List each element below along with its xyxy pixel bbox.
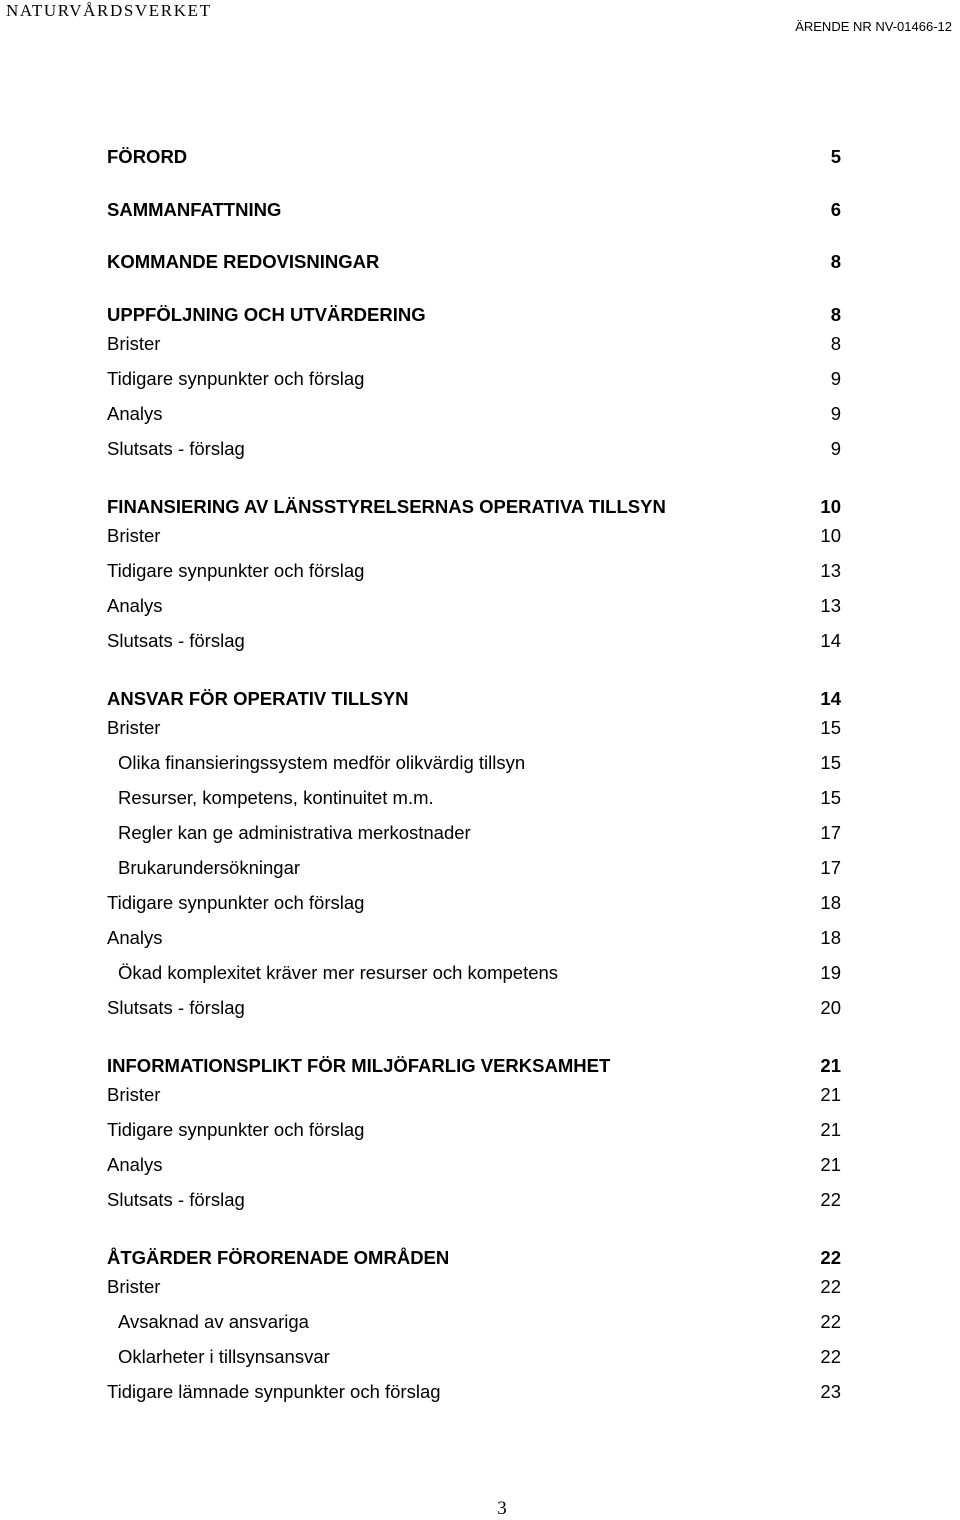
toc-entry-page: 21 — [820, 1055, 841, 1076]
toc-entry-title: Ökad komplexitet kräver mer resurser och kompetens — [118, 962, 559, 983]
toc-entry-title: Regler kan ge administrativa merkostnader — [118, 822, 471, 843]
toc-entry[interactable] — [107, 1381, 841, 1403]
toc-entry[interactable] — [107, 892, 841, 914]
toc-entry-title: Brister — [107, 1084, 161, 1105]
toc-entry-title: Brukarundersökningar — [118, 857, 301, 878]
toc-entry-page: 21 — [820, 1084, 841, 1105]
toc-entry[interactable] — [107, 525, 841, 547]
toc-entry-title: KOMMANDE REDOVISNINGAR — [107, 251, 380, 272]
toc-entry-page: 9 — [830, 403, 841, 424]
toc-entry-title: Tidigare lämnade synpunkter och förslag — [107, 1381, 441, 1402]
toc-entry-page: 13 — [820, 595, 841, 616]
toc-entry-title: Tidigare synpunkter och förslag — [107, 892, 365, 913]
toc-entry-title: Tidigare synpunkter och förslag — [107, 1119, 365, 1140]
toc-entry-title: Slutsats - förslag — [107, 438, 245, 459]
toc-entry[interactable] — [118, 962, 841, 984]
toc-entry-page: 22 — [820, 1311, 841, 1332]
toc-entry-title: Slutsats - förslag — [107, 630, 245, 651]
toc-entry-page: 8 — [830, 304, 841, 325]
toc-entry-title: Olika finansieringssystem medför olikvärdig tillsyn — [118, 752, 526, 773]
toc-entry-title: ÅTGÄRDER FÖRORENADE OMRÅDEN — [107, 1247, 450, 1268]
toc-entry[interactable] — [107, 1055, 841, 1077]
toc-entry[interactable] — [107, 997, 841, 1019]
toc-entry-page: 13 — [820, 560, 841, 581]
toc-entry-page: 14 — [820, 688, 841, 709]
toc-entry[interactable] — [107, 630, 841, 652]
toc-entry[interactable] — [107, 496, 841, 518]
toc-entry[interactable] — [107, 1276, 841, 1298]
toc-entry-title: Brister — [107, 717, 161, 738]
toc-entry[interactable] — [107, 1154, 841, 1176]
toc-entry-page: 21 — [820, 1119, 841, 1140]
toc-entry[interactable] — [107, 146, 841, 168]
toc-entry[interactable] — [107, 251, 841, 273]
toc-entry-title: Brister — [107, 333, 161, 354]
toc-entry-page: 10 — [820, 525, 841, 546]
toc-entry[interactable] — [107, 688, 841, 710]
toc-entry-title: INFORMATIONSPLIKT FÖR MILJÖFARLIG VERKSAMHET — [107, 1055, 611, 1076]
toc-entry-title: Analys — [107, 595, 163, 616]
toc-entry[interactable] — [118, 752, 841, 774]
toc-entry-title: Avsaknad av ansvariga — [118, 1311, 309, 1332]
toc-entry-page: 10 — [820, 496, 841, 517]
toc-entry[interactable] — [107, 1189, 841, 1211]
toc-entry-page: 5 — [830, 146, 841, 167]
page-number: 3 — [497, 1498, 507, 1519]
toc-entry-page: 15 — [820, 717, 841, 738]
toc-entry-title: UPPFÖLJNING OCH UTVÄRDERING — [107, 304, 426, 325]
toc-entry-title: Analys — [107, 1154, 163, 1175]
toc-entry[interactable] — [107, 403, 841, 425]
case-reference: ÄRENDE NR NV-01466-12 — [795, 19, 952, 34]
toc-entry[interactable] — [118, 787, 841, 809]
toc-entry-title: Brister — [107, 1276, 161, 1297]
toc-entry-title: FINANSIERING AV LÄNSSTYRELSERNAS OPERATIVA TILLSYN — [107, 496, 666, 517]
toc-entry[interactable] — [107, 717, 841, 739]
toc-entry-page: 20 — [820, 997, 841, 1018]
toc-entry-page: 23 — [820, 1381, 841, 1402]
toc-entry[interactable] — [107, 438, 841, 460]
toc-entry-page: 18 — [820, 892, 841, 913]
toc-entry[interactable] — [107, 560, 841, 582]
toc-entry-title: Slutsats - förslag — [107, 997, 245, 1018]
toc-entry-page: 18 — [820, 927, 841, 948]
toc-entry-page: 9 — [830, 368, 841, 389]
toc-entry-title: Resurser, kompetens, kontinuitet m.m. — [118, 787, 434, 808]
toc-entry-page: 22 — [820, 1247, 841, 1268]
toc-entry-page: 22 — [820, 1189, 841, 1210]
toc-entry-title: ANSVAR FÖR OPERATIV TILLSYN — [107, 688, 409, 709]
toc-entry-title: Analys — [107, 403, 163, 424]
toc-entry[interactable] — [107, 1247, 841, 1269]
toc-entry-title: Tidigare synpunkter och förslag — [107, 560, 365, 581]
toc-entry[interactable] — [118, 1346, 841, 1368]
toc-entry[interactable] — [118, 822, 841, 844]
toc-entry[interactable] — [107, 304, 841, 326]
toc-entry-page: 8 — [830, 251, 841, 272]
toc-entry[interactable] — [107, 333, 841, 355]
toc-entry-page: 21 — [820, 1154, 841, 1175]
toc-entry[interactable] — [107, 368, 841, 390]
toc-entry-title: Brister — [107, 525, 161, 546]
toc-entry-title: SAMMANFATTNING — [107, 199, 282, 220]
toc-entry[interactable] — [107, 927, 841, 949]
toc-entry-page: 6 — [830, 199, 841, 220]
toc-entry-page: 17 — [820, 822, 841, 843]
toc-entry-page: 15 — [820, 752, 841, 773]
toc-entry-page: 17 — [820, 857, 841, 878]
toc-entry-page: 9 — [830, 438, 841, 459]
toc-entry-title: Oklarheter i tillsynsansvar — [118, 1346, 330, 1367]
toc-entry-page: 8 — [830, 333, 841, 354]
organization-name: NATURVÅRDSVERKET — [6, 1, 212, 20]
toc-entry-title: FÖRORD — [107, 146, 188, 167]
toc-entry-page: 22 — [820, 1276, 841, 1297]
toc-entry-page: 19 — [820, 962, 841, 983]
toc-entry-page: 22 — [820, 1346, 841, 1367]
toc-entry-title: Slutsats - förslag — [107, 1189, 245, 1210]
toc-entry[interactable] — [107, 595, 841, 617]
toc-entry[interactable] — [107, 199, 841, 221]
toc-entry[interactable] — [107, 1084, 841, 1106]
toc-entry-page: 14 — [820, 630, 841, 651]
toc-entry[interactable] — [118, 1311, 841, 1333]
toc-entry-page: 15 — [820, 787, 841, 808]
toc-entry[interactable] — [107, 1119, 841, 1141]
toc-entry-title: Analys — [107, 927, 163, 948]
toc-entry-title: Tidigare synpunkter och förslag — [107, 368, 365, 389]
toc-entry[interactable] — [118, 857, 841, 879]
